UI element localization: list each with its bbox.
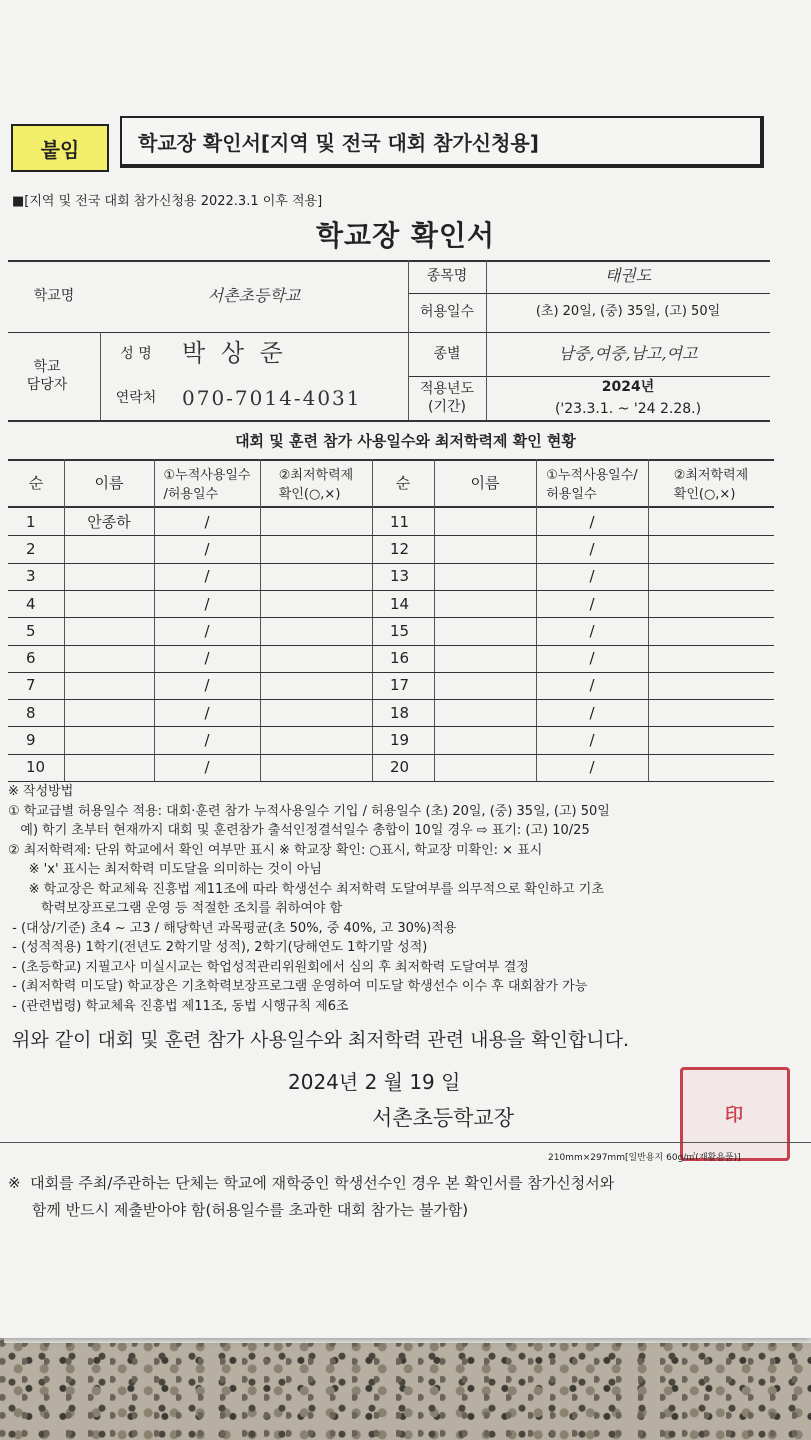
participation-table	[8, 459, 774, 781]
divider	[0, 1142, 811, 1143]
table-cell	[648, 754, 774, 781]
table-cell: 15	[390, 621, 410, 640]
school-value: 서촌초등학교	[207, 285, 301, 305]
table-cell: 5	[26, 621, 36, 640]
table-cell	[64, 699, 154, 726]
table-cell: 1	[26, 512, 36, 531]
table-cell: /	[204, 621, 210, 640]
table-cell: 20	[390, 758, 410, 777]
table-cell: 13	[390, 567, 410, 586]
header-days-2: ①누적사용일수/ 허용일수	[546, 467, 638, 502]
table-cell	[64, 563, 154, 590]
table-cell	[260, 672, 372, 699]
issue-date: 2024년 2 월 19 일	[288, 1070, 461, 1094]
table-cell: /	[589, 512, 595, 531]
instruction-line: ① 학교급별 허용일수 적용: 대회·훈련 참가 누적사용일수 기입 / 허용일수 (초) 20일, (중) 35일, (고) 50일	[8, 803, 610, 819]
table-cell: 2	[26, 539, 36, 558]
instruction-line: 예) 학기 초부터 현재까지 대회 및 훈련참가 출석인정결석일수 총합이 10일 경우 ⇨ 표기: (고) 10/25	[8, 823, 590, 838]
table-cell	[434, 563, 536, 590]
table-cell	[64, 645, 154, 672]
table-cell	[260, 699, 372, 726]
table-cell	[64, 535, 154, 562]
writing-instructions	[8, 782, 798, 1016]
manager-label: 학교 담당자	[26, 358, 68, 393]
info-table	[8, 260, 770, 420]
sport-value: 태권도	[604, 266, 652, 286]
table-cell: 10	[26, 758, 46, 777]
table-cell	[648, 590, 774, 617]
confirmation-statement: 위와 같이 대회 및 훈련 참가 사용일수와 최저학력 관련 내용을 확인합니다.	[12, 1029, 630, 1051]
official-seal-stamp: 印	[680, 1067, 790, 1161]
table-cell: 안종하	[87, 513, 131, 532]
table-cell: /	[589, 703, 595, 722]
document-heading: 학교장 확인서[지역 및 전국 대회 참가신청용]	[120, 116, 764, 168]
table-cell: /	[204, 758, 210, 777]
page-title: 학교장 확인서	[315, 219, 496, 252]
table-cell	[648, 645, 774, 672]
instruction-line: - (초등학교) 지필고사 미실시교는 학업성적관리위원회에서 심의 후 최저학력 도달여부 결정	[8, 959, 529, 975]
table-cell	[64, 617, 154, 644]
footer-line: 함께 반드시 제출받아야 함(허용일수를 초과한 대회 참가는 불가함)	[8, 1201, 469, 1219]
instruction-line: ※ 학교장은 학교체육 진흥법 제11조에 따라 학생선수 최저학력 도달여부를 의무적으로 확인하고 기초	[8, 881, 604, 897]
table-cell: /	[589, 649, 595, 668]
type-label: 종별	[433, 345, 461, 362]
days-value: (초) 20일, (중) 35일, (고) 50일	[535, 304, 721, 320]
year-value: 2024년	[601, 378, 655, 395]
table-cell	[434, 726, 536, 753]
table-cell: 8	[26, 703, 36, 722]
table-cell: 3	[26, 567, 36, 586]
table-cell: 6	[26, 649, 36, 668]
table-cell: /	[204, 539, 210, 558]
type-value: 남중,여중,남고,여고	[558, 343, 698, 363]
sport-label: 종목명	[426, 268, 468, 285]
instruction-line: - (대상/기준) 초4 ~ 고3 / 해당학년 과목평균(초 50%, 중 40%, 고 30%)적용	[8, 920, 457, 936]
applicability-note: ■[지역 및 전국 대회 참가신청용 2022.3.1 이후 적용]	[12, 194, 323, 209]
year-label: 적용년도 (기간)	[419, 380, 475, 415]
days-label: 허용일수	[419, 304, 475, 321]
table-cell: 17	[390, 676, 410, 695]
table-cell	[260, 508, 372, 535]
table-cell: /	[204, 731, 210, 750]
table-cell	[648, 563, 774, 590]
header-name-2: 이름	[470, 474, 500, 492]
name-label: 성 명	[120, 345, 152, 362]
instruction-line: - (관련법령) 학교체육 진흥법 제11조, 동법 시행규칙 제6조	[8, 998, 349, 1014]
table-cell: 7	[26, 676, 36, 695]
table-cell	[434, 672, 536, 699]
floor-background	[0, 1338, 811, 1440]
table-cell: /	[204, 512, 210, 531]
instruction-line: - (최저학력 미도달) 학교장은 기초학력보장프로그램 운영하여 미도달 학생선수 이수 후 대회참가 가능	[8, 979, 588, 994]
table-cell: /	[589, 567, 595, 586]
table-cell: /	[204, 649, 210, 668]
instruction-line: ※ 'x' 표시는 최저학력 미도달을 의미하는 것이 아님	[8, 862, 322, 877]
header-name: 이름	[94, 474, 124, 492]
table-cell	[260, 563, 372, 590]
table-cell	[260, 590, 372, 617]
header-days: ①누적사용일수 /허용일수	[163, 467, 251, 502]
paper-size-note: 210mm×297mm[일반용지 60g/㎡(재활용품)]	[548, 1153, 741, 1163]
section-title: 대회 및 훈련 참가 사용일수와 최저학력제 확인 현황	[235, 432, 576, 450]
table-cell: /	[589, 539, 595, 558]
table-cell: /	[589, 594, 595, 613]
table-cell	[648, 672, 774, 699]
header-order-2: 순	[395, 474, 411, 492]
footer-line: ※ 대회를 주최/주관하는 단체는 학교에 재학중인 학생선수인 경우 본 확인서를 참가신청서와	[8, 1174, 615, 1192]
table-cell	[648, 535, 774, 562]
instruction-line: 학력보장프로그램 운영 등 적절한 조치를 취하여야 함	[8, 901, 343, 916]
table-cell	[648, 617, 774, 644]
table-cell	[64, 754, 154, 781]
table-cell	[434, 699, 536, 726]
name-value: 박 상 준	[182, 339, 287, 368]
table-cell	[260, 535, 372, 562]
table-cell: 19	[390, 731, 410, 750]
table-cell	[64, 590, 154, 617]
table-cell: /	[204, 567, 210, 586]
table-cell	[260, 754, 372, 781]
table-cell	[434, 617, 536, 644]
table-cell: /	[589, 731, 595, 750]
table-cell	[260, 617, 372, 644]
table-cell	[260, 645, 372, 672]
table-cell: /	[589, 758, 595, 777]
table-cell: /	[204, 676, 210, 695]
table-cell	[434, 590, 536, 617]
instruction-line: - (성적적용) 1학기(전년도 2학기말 성적), 2학기(당해연도 1학기말 성적)	[8, 940, 428, 955]
footer-note	[8, 1170, 798, 1224]
table-cell: /	[589, 676, 595, 695]
table-cell: 11	[390, 512, 410, 531]
table-cell: /	[589, 621, 595, 640]
table-cell: /	[204, 703, 210, 722]
table-cell	[648, 699, 774, 726]
table-cell: 16	[390, 649, 410, 668]
header-academic-2: ②최저학력제 확인(○,×)	[673, 467, 749, 502]
table-cell	[434, 754, 536, 781]
instruction-line: ※ 작성방법	[8, 784, 74, 799]
table-cell: 12	[390, 539, 410, 558]
table-cell	[434, 535, 536, 562]
table-cell: 14	[390, 594, 410, 613]
table-cell: 18	[390, 703, 410, 722]
header-order: 순	[28, 474, 44, 492]
table-cell: /	[204, 594, 210, 613]
table-cell	[648, 508, 774, 535]
table-cell: 9	[26, 731, 36, 750]
contact-value: 070-7014-4031	[182, 386, 362, 410]
table-cell	[64, 726, 154, 753]
school-label: 학교명	[33, 287, 75, 304]
table-cell	[260, 726, 372, 753]
instruction-line: ② 최저학력제: 단위 학교에서 확인 여부만 표시 ※ 학교장 확인: ○표시, 학교장 미확인: × 표시	[8, 842, 543, 858]
table-cell: 4	[26, 594, 36, 613]
period-value: ('23.3.1. ~ '24 2.28.)	[554, 400, 702, 417]
table-cell	[434, 645, 536, 672]
contact-label: 연락처	[115, 389, 157, 406]
table-cell	[648, 726, 774, 753]
header-academic: ②최저학력제 확인(○,×)	[278, 467, 354, 502]
attachment-tag: 붙임	[11, 124, 109, 172]
table-cell	[64, 672, 154, 699]
principal-name: 서촌초등학교장	[372, 1106, 515, 1130]
table-cell	[434, 508, 536, 535]
